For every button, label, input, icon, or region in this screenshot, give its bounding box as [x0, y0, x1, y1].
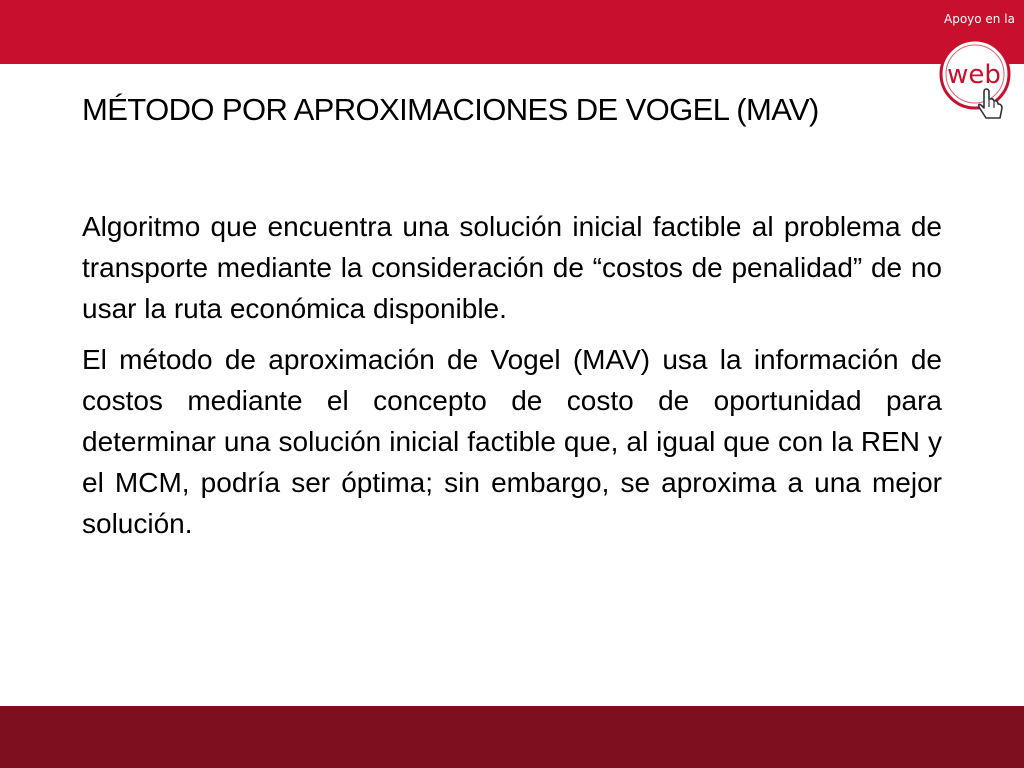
slide-body [82, 206, 942, 554]
paragraph-definition: Algoritmo que encuentra una solución inicial factible al problema de transporte mediante la consideración de “costos de penalidad” de no usar la ruta económica disponible. [82, 211, 942, 324]
header-band [0, 0, 1024, 64]
logo-text: web [947, 60, 1001, 90]
logo-caption: Apoyo en la [944, 12, 1015, 26]
paragraph-method: El método de aproximación de Vogel (MAV) usa la información de costos mediante el concepto de costo de oportunidad para determinar una solución inicial factible que, al igual que con la REN y el MCM, podría ser óptima; sin embargo, se aproxima a una mejor solución. [82, 344, 942, 539]
footer-band [0, 706, 1024, 768]
slide-title: MÉTODO POR APROXIMACIONES DE VOGEL (MAV) [82, 92, 819, 127]
web-logo [934, 38, 1024, 134]
